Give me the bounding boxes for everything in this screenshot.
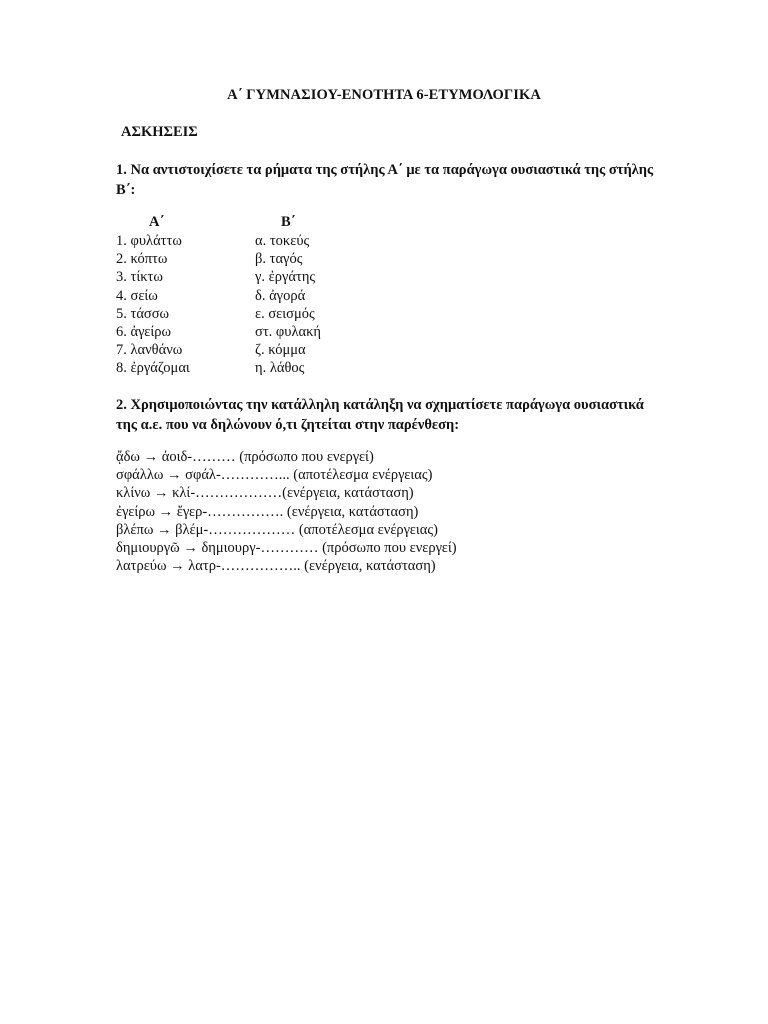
list-item: 7. λανθάνω — [116, 342, 183, 359]
derivation-line: κλίνω → κλί-………………(ενέργεια, κατάσταση) — [116, 485, 414, 502]
column-a-list — [116, 232, 190, 378]
list-item: 3. τίκτω — [116, 269, 163, 286]
list-item: 4. σείω — [116, 287, 158, 304]
derivation-line: σφάλλω → σφάλ-…………... (αποτέλεσμα ενέργειας) — [116, 467, 433, 484]
list-item: 6. ἀγείρω — [116, 324, 172, 341]
exercise-2-prompt: 2. Χρησιμοποιώντας την κατάλληλη κατάληξη να σχηματίσετε παράγωγα ουσιαστικά της α.ε. που να δηλώνουν ό,τι ζητείται στην παρένθεση: — [116, 397, 644, 433]
column-a-header: Α΄ — [149, 214, 165, 230]
list-item: 8. ἐργάζομαι — [116, 360, 190, 377]
derivation-line: ᾄδω → ἀοιδ-……… (πρόσωπο που ενεργεί) — [116, 449, 374, 465]
derivation-line: ἐγείρω → ἔγερ-……………. (ενέργεια, κατάσταση) — [116, 503, 419, 520]
list-item: γ. ἐργάτης — [255, 269, 316, 286]
column-b-list — [255, 232, 321, 378]
list-item: 2. κόπτω — [116, 251, 168, 268]
derivation-line: δημιουργῶ → δημιουργ-………… (πρόσωπο που ενεργεί) — [116, 540, 457, 557]
document-title: Α΄ ΓΥΜΝΑΣΙΟΥ-ΕΝΟΤΗΤΑ 6-ΕΤΥΜΟΛΟΓΙΚΑ — [227, 87, 541, 103]
list-item: 1. φυλάττω — [116, 233, 182, 249]
list-item: β. ταγός — [255, 251, 303, 268]
derivation-line: βλέπω → βλέμ-……………… (αποτέλεσμα ενέργειας) — [116, 521, 438, 538]
list-item: ε. σεισμός — [255, 305, 315, 322]
list-item: 5. τάσσω — [116, 305, 170, 322]
list-item: η. λάθος — [255, 360, 305, 377]
list-item: ζ. κόμμα — [255, 342, 306, 359]
derivation-line: λατρεύω → λατρ-…………….. (ενέργεια, κατάσταση) — [116, 558, 436, 575]
list-item: δ. ἀγορά — [255, 287, 306, 304]
exercise-1-prompt: 1. Να αντιστοιχίσετε τα ρήματα της στήλης Α΄ με τα παράγωγα ουσιαστικά της στήλης Β΄: — [116, 162, 654, 198]
section-heading: ΑΣΚΗΣΕΙΣ — [121, 124, 198, 140]
list-item: α. τοκεύς — [255, 233, 310, 249]
column-b-header: Β΄ — [281, 214, 296, 230]
derivation-list — [116, 448, 457, 575]
list-item: στ. φυλακή — [255, 324, 321, 341]
